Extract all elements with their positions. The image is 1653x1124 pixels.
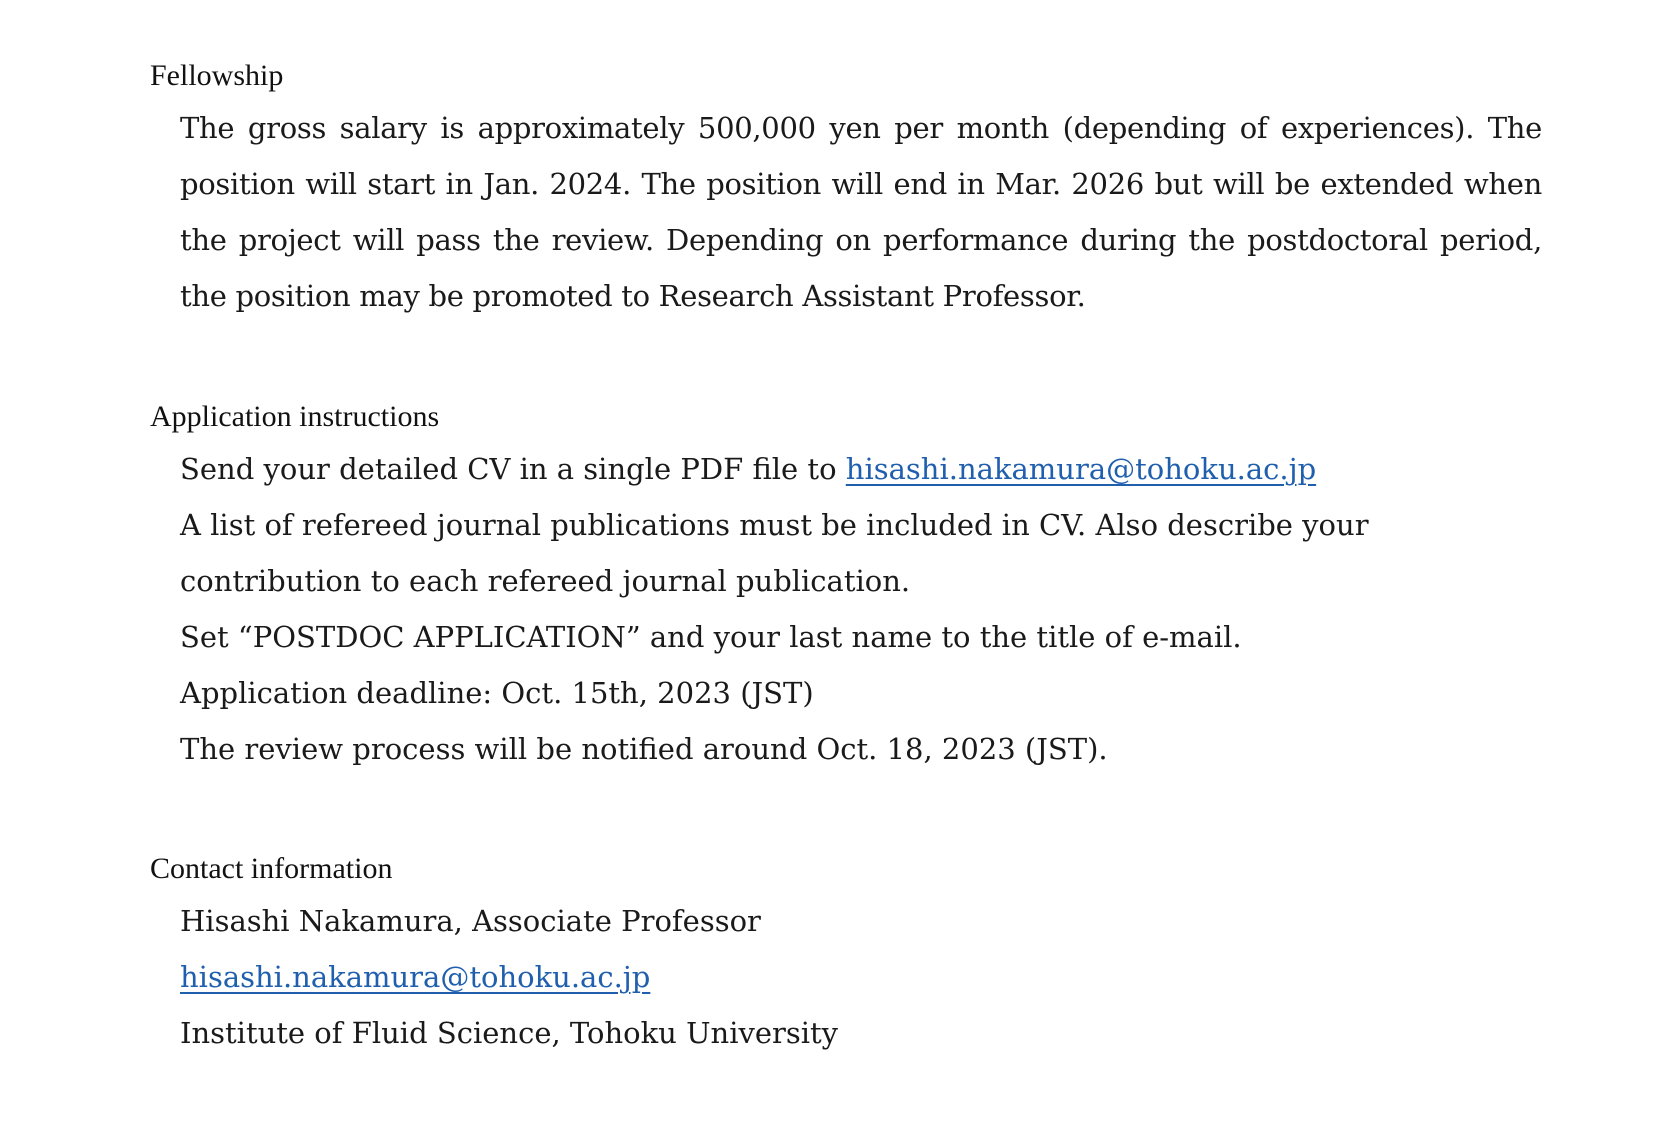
fellowship-section [150,56,1542,324]
fellowship-body [150,100,1542,324]
fellowship-line: the project will pass the review. Depending on performance during the postdoctoral period, [180,223,1542,257]
application-send-line [180,441,1530,497]
contact-name: Hisashi Nakamura, Associate Professor [180,904,761,938]
contact-heading: Contact information [150,852,393,885]
fellowship-line: position will start in Jan. 2024. The position will end in Mar. 2026 but will be extended when [180,167,1542,201]
application-line: Set “POSTDOC APPLICATION” and your last name to the title of e-mail. [180,620,1242,654]
application-heading: Application instructions [150,400,440,433]
contact-email-line [180,949,1530,1005]
application-line: Application deadline: Oct. 15th, 2023 (JST) [180,676,814,710]
application-line: A list of refereed journal publications must be included in CV. Also describe your [180,508,1369,542]
application-line: contribution to each refereed journal publication. [180,564,911,598]
application-email-link[interactable]: hisashi.nakamura@tohoku.ac.jp [845,452,1317,486]
contact-affiliation: Institute of Fluid Science, Tohoku University [180,1016,839,1050]
application-body [150,441,1530,777]
application-section [150,397,1530,777]
application-line: The review process will be notified around Oct. 18, 2023 (JST). [180,732,1108,766]
fellowship-line: the position may be promoted to Research Assistant Professor. [180,279,1086,313]
contact-email-link[interactable]: hisashi.nakamura@tohoku.ac.jp [180,960,651,994]
application-send-text: Send your detailed CV in a single PDF file to [180,452,846,486]
contact-section [150,849,1530,1061]
fellowship-line: The gross salary is approximately 500,000 yen per month (depending of experiences). The [180,111,1542,145]
contact-body [150,893,1530,1061]
fellowship-heading: Fellowship [150,59,284,92]
